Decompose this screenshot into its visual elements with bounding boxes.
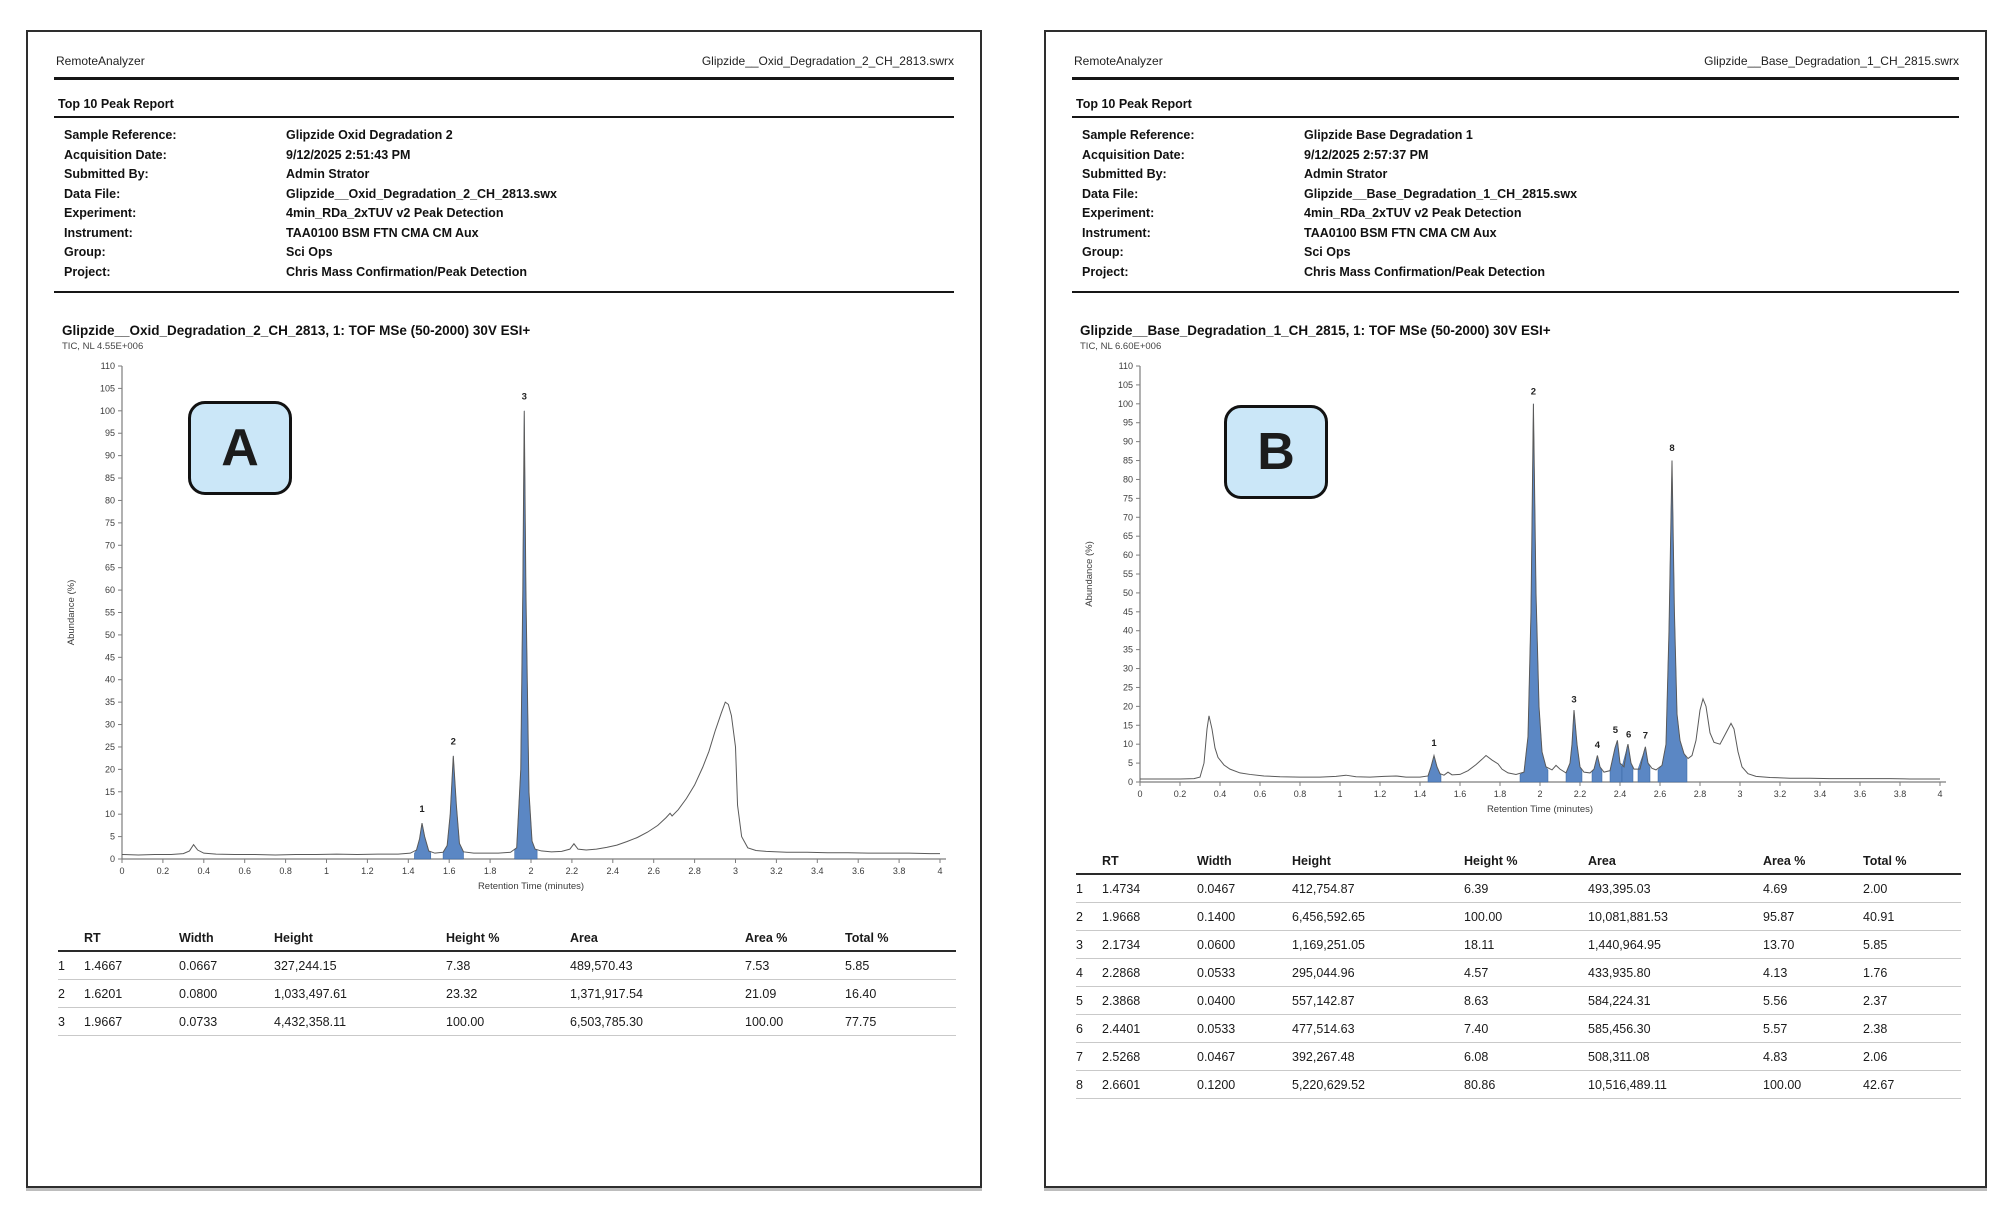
peak-table-cell: 10,081,881.53 — [1588, 903, 1763, 931]
peak-table-header: Height — [1292, 852, 1464, 874]
peak-table-header: Area % — [745, 929, 845, 951]
svg-text:50: 50 — [104, 629, 115, 640]
panel-label-badge: B — [1224, 405, 1328, 499]
peak-table-cell: 7.40 — [1464, 1015, 1588, 1043]
metadata-divider — [1072, 291, 1959, 293]
svg-text:0.6: 0.6 — [1253, 789, 1267, 799]
peak-table-cell: 42.67 — [1863, 1071, 1961, 1099]
peak-table-cell: 1,371,917.54 — [570, 980, 745, 1008]
meta-value: Glipzide Oxid Degradation 2 — [286, 128, 453, 142]
svg-text:2.2: 2.2 — [565, 866, 579, 876]
svg-text:25: 25 — [104, 741, 115, 752]
peak-table-cell: 7.38 — [446, 951, 570, 980]
peak-table-cell: 0.0800 — [179, 980, 274, 1008]
meta-label: Project: — [1082, 264, 1129, 279]
meta-value: 4min_RDa_2xTUV v2 Peak Detection — [286, 206, 504, 220]
svg-text:40: 40 — [1122, 625, 1133, 636]
peak-table-cell: 21.09 — [745, 980, 845, 1008]
peak-table-header: Area — [570, 929, 745, 951]
peak-row-number: 4 — [1076, 959, 1102, 987]
peak-table-cell: 0.0467 — [1197, 1043, 1292, 1071]
peak-table-cell: 5.57 — [1763, 1015, 1863, 1043]
peak-table-cell: 0.0533 — [1197, 959, 1292, 987]
meta-label: Group: — [64, 245, 106, 259]
svg-text:5: 5 — [109, 831, 115, 842]
svg-text:3.2: 3.2 — [1773, 789, 1787, 799]
meta-label: Project: — [64, 264, 111, 279]
meta-row — [64, 263, 954, 283]
header-divider — [1072, 77, 1959, 80]
peak-table-cell: 2.5268 — [1102, 1043, 1197, 1071]
peak-row-number: 3 — [1076, 931, 1102, 959]
meta-label: Acquisition Date: — [64, 147, 167, 162]
meta-row — [1082, 263, 1959, 283]
svg-text:2: 2 — [450, 736, 456, 748]
meta-value: Sci Ops — [286, 245, 333, 259]
meta-value: 4min_RDa_2xTUV v2 Peak Detection — [1304, 206, 1522, 220]
peak-table-cell: 6.08 — [1464, 1043, 1588, 1071]
svg-text:1: 1 — [419, 803, 425, 815]
peak-table-cell: 0.0533 — [1197, 1015, 1292, 1043]
svg-text:4: 4 — [937, 866, 943, 876]
peak-table-cell: 392,267.48 — [1292, 1043, 1464, 1071]
svg-text:3.4: 3.4 — [811, 866, 824, 876]
svg-text:1.6: 1.6 — [1453, 789, 1467, 799]
svg-text:Abundance (%): Abundance (%) — [66, 579, 77, 646]
peak-table-corner — [58, 929, 84, 951]
metadata-block — [64, 126, 954, 282]
svg-text:20: 20 — [1122, 701, 1133, 712]
meta-row — [1082, 204, 1959, 224]
chromatogram-title: Glipzide__Base_Degradation_1_CH_2815, 1: TOF MSe (50-2000) 30V ESI+ — [1080, 323, 1551, 338]
svg-text:3.4: 3.4 — [1813, 789, 1827, 799]
peak-table-cell: 1.6201 — [84, 980, 179, 1008]
meta-row — [64, 165, 954, 185]
peak-table-cell: 40.91 — [1863, 903, 1961, 931]
meta-row — [1082, 126, 1959, 146]
metadata-divider — [54, 291, 954, 293]
meta-label: Submitted By: — [64, 167, 149, 181]
meta-label: Experiment: — [1082, 206, 1155, 220]
peak-table-cell: 0.0667 — [179, 951, 274, 980]
chromatogram-subtitle: TIC, NL 6.60E+006 — [1080, 341, 1162, 352]
svg-text:3: 3 — [1571, 694, 1577, 706]
header-divider — [54, 77, 954, 80]
svg-text:90: 90 — [1122, 436, 1133, 447]
svg-text:1.4: 1.4 — [1413, 789, 1427, 799]
svg-text:90: 90 — [104, 450, 115, 461]
svg-text:1.8: 1.8 — [483, 866, 497, 876]
peak-table-cell: 0.1200 — [1197, 1071, 1292, 1099]
title-divider — [1072, 116, 1959, 118]
svg-text:1: 1 — [1431, 738, 1437, 750]
svg-text:30: 30 — [104, 719, 115, 730]
chromatogram-svg — [1076, 354, 1958, 822]
svg-text:110: 110 — [100, 361, 115, 371]
peak-table-cell: 2.3868 — [1102, 987, 1197, 1015]
meta-row — [64, 185, 954, 205]
peak-table-cell: 100.00 — [1763, 1071, 1863, 1099]
svg-text:55: 55 — [1122, 569, 1133, 579]
peak-table-cell: 100.00 — [446, 1008, 570, 1036]
meta-label: Data File: — [1082, 186, 1139, 201]
meta-value: Admin Strator — [286, 167, 370, 181]
peak-table-cell: 13.70 — [1763, 931, 1863, 959]
peak-table-header: Area — [1588, 852, 1763, 874]
peak-table-header: RT — [1102, 852, 1197, 874]
svg-text:25: 25 — [1122, 682, 1133, 693]
app-name: RemoteAnalyzer — [1074, 54, 1163, 68]
svg-text:20: 20 — [104, 764, 115, 775]
svg-text:70: 70 — [104, 540, 115, 551]
svg-text:60: 60 — [1122, 550, 1133, 561]
peak-table-cell: 1.9668 — [1102, 903, 1197, 931]
peak-table-cell: 5.85 — [1863, 931, 1961, 959]
meta-label: Group: — [1082, 245, 1124, 259]
svg-text:2.4: 2.4 — [1613, 789, 1627, 799]
svg-text:3: 3 — [521, 391, 527, 403]
svg-text:65: 65 — [1122, 531, 1133, 542]
peak-table-cell: 2.37 — [1863, 987, 1961, 1015]
svg-text:5: 5 — [1127, 758, 1133, 769]
svg-text:2: 2 — [1530, 386, 1537, 398]
peak-table-cell: 295,044.96 — [1292, 959, 1464, 987]
report-page-b — [1044, 30, 1987, 1188]
svg-text:8: 8 — [1669, 443, 1675, 455]
meta-label: Submitted By: — [1082, 167, 1167, 181]
peak-table-cell: 0.1400 — [1197, 903, 1292, 931]
svg-text:2: 2 — [528, 866, 534, 876]
meta-value: Sci Ops — [1304, 245, 1351, 259]
svg-text:30: 30 — [1122, 663, 1133, 674]
svg-text:50: 50 — [1122, 587, 1133, 598]
peak-table-cell: 1.4667 — [84, 951, 179, 980]
title-divider — [54, 116, 954, 118]
svg-text:Retention Time (minutes): Retention Time (minutes) — [1486, 804, 1594, 815]
peak-table-cell: 0.0400 — [1197, 987, 1292, 1015]
peak-table-row — [1076, 874, 1961, 903]
peak-table-cell: 100.00 — [745, 1008, 845, 1036]
meta-value: Glipzide__Base_Degradation_1_CH_2815.swx — [1304, 186, 1578, 201]
peak-table-cell: 18.11 — [1464, 931, 1588, 959]
meta-label: Instrument: — [64, 225, 133, 240]
svg-text:75: 75 — [1122, 493, 1133, 504]
svg-text:70: 70 — [1122, 512, 1133, 523]
meta-row — [1082, 224, 1959, 244]
peak-row-number: 3 — [58, 1008, 84, 1036]
peak-row-number: 2 — [58, 980, 84, 1008]
svg-text:3.6: 3.6 — [851, 866, 865, 876]
svg-text:65: 65 — [104, 562, 115, 573]
peak-table-cell: 1.76 — [1863, 959, 1961, 987]
peak-table-cell: 508,311.08 — [1588, 1043, 1763, 1071]
svg-text:100: 100 — [1117, 398, 1133, 409]
peak-table-cell: 5,220,629.52 — [1292, 1071, 1464, 1099]
peak-table-cell: 489,570.43 — [570, 951, 745, 980]
peak-table-cell: 95.87 — [1763, 903, 1863, 931]
svg-text:0: 0 — [119, 866, 125, 876]
svg-text:0: 0 — [1137, 789, 1143, 799]
svg-text:Retention Time (minutes): Retention Time (minutes) — [477, 881, 585, 892]
peak-row-number: 1 — [1076, 874, 1102, 903]
svg-text:2.2: 2.2 — [1573, 789, 1587, 799]
peak-table-cell: 8.63 — [1464, 987, 1588, 1015]
peak-table-cell: 2.1734 — [1102, 931, 1197, 959]
svg-text:1.2: 1.2 — [1373, 789, 1387, 799]
svg-text:0.2: 0.2 — [1173, 789, 1187, 799]
peak-table-cell: 0.0467 — [1197, 874, 1292, 903]
peak-table-cell: 477,514.63 — [1292, 1015, 1464, 1043]
svg-text:0.4: 0.4 — [1213, 789, 1227, 799]
svg-text:2.6: 2.6 — [1653, 789, 1667, 799]
svg-text:3.8: 3.8 — [892, 866, 906, 876]
peak-table-cell: 1,440,964.95 — [1588, 931, 1763, 959]
svg-text:85: 85 — [1122, 455, 1133, 466]
peak-table-cell: 0.0600 — [1197, 931, 1292, 959]
svg-text:3: 3 — [732, 866, 739, 876]
peak-table-cell: 4.69 — [1763, 874, 1863, 903]
svg-text:10: 10 — [104, 809, 115, 820]
svg-text:0.8: 0.8 — [279, 866, 292, 876]
svg-text:15: 15 — [104, 786, 115, 797]
meta-value: Chris Mass Confirmation/Peak Detection — [1304, 264, 1546, 279]
peak-table-cell: 4.57 — [1464, 959, 1588, 987]
page-header — [1074, 54, 1959, 68]
meta-row — [1082, 185, 1959, 205]
svg-text:0: 0 — [1127, 777, 1133, 787]
peak-table-cell: 7.53 — [745, 951, 845, 980]
peak-table-cell: 100.00 — [1464, 903, 1588, 931]
svg-text:105: 105 — [99, 383, 115, 394]
peak-table-header: Area % — [1763, 852, 1863, 874]
peak-table-row — [1076, 1015, 1961, 1043]
svg-text:0.6: 0.6 — [238, 866, 251, 876]
peak-table-cell: 80.86 — [1464, 1071, 1588, 1099]
peak-table-cell: 6.39 — [1464, 874, 1588, 903]
svg-text:105: 105 — [1117, 379, 1133, 390]
svg-text:2.8: 2.8 — [1693, 789, 1707, 799]
peak-table-row — [1076, 903, 1961, 931]
report-page-a — [26, 30, 982, 1188]
peak-table-cell: 4,432,358.11 — [274, 1008, 446, 1036]
meta-value: Glipzide__Oxid_Degradation_2_CH_2813.swx — [286, 186, 557, 201]
peak-table-row — [58, 980, 956, 1008]
svg-text:4: 4 — [1594, 739, 1601, 751]
peak-table-cell: 493,395.03 — [1588, 874, 1763, 903]
meta-value: 9/12/2025 2:51:43 PM — [286, 147, 411, 162]
meta-value: Admin Strator — [1304, 167, 1388, 181]
peak-table-cell: 2.2868 — [1102, 959, 1197, 987]
peak-table-cell: 2.00 — [1863, 874, 1961, 903]
meta-value: Glipzide Base Degradation 1 — [1304, 128, 1473, 142]
meta-row — [64, 146, 954, 166]
peak-table-header: Total % — [845, 929, 956, 951]
svg-text:1: 1 — [1337, 789, 1343, 799]
svg-text:75: 75 — [104, 517, 115, 528]
svg-text:110: 110 — [1118, 361, 1133, 371]
peak-table-row — [1076, 1071, 1961, 1099]
peak-table-row — [1076, 931, 1961, 959]
peak-table-header: Height % — [446, 929, 570, 951]
svg-text:100: 100 — [99, 405, 115, 416]
meta-row — [1082, 243, 1959, 263]
peak-table-row — [1076, 987, 1961, 1015]
svg-text:2.6: 2.6 — [647, 866, 660, 876]
peak-table-row — [58, 1008, 956, 1036]
svg-text:60: 60 — [104, 585, 115, 596]
peak-table — [1076, 852, 1961, 1099]
metadata-block — [1082, 126, 1959, 282]
peak-row-number: 1 — [58, 951, 84, 980]
peak-table-corner — [1076, 852, 1102, 874]
peak-table-cell: 585,456.30 — [1588, 1015, 1763, 1043]
svg-text:95: 95 — [104, 428, 115, 439]
svg-text:2.8: 2.8 — [688, 866, 701, 876]
peak-table-header: Total % — [1863, 852, 1961, 874]
svg-text:4: 4 — [1937, 789, 1943, 799]
svg-text:3.2: 3.2 — [770, 866, 783, 876]
page-header — [56, 54, 954, 68]
peak-table-header: Width — [179, 929, 274, 951]
peak-table-row — [1076, 959, 1961, 987]
svg-text:80: 80 — [104, 495, 115, 506]
peak-table-cell: 6,456,592.65 — [1292, 903, 1464, 931]
svg-text:55: 55 — [104, 607, 115, 618]
svg-text:6: 6 — [1625, 729, 1632, 741]
peak-row-number: 6 — [1076, 1015, 1102, 1043]
report-file-name: Glipzide__Base_Degradation_1_CH_2815.swrx — [1704, 54, 1959, 68]
svg-text:1.4: 1.4 — [402, 866, 415, 876]
peak-table-row — [58, 951, 956, 980]
peak-row-number: 2 — [1076, 903, 1102, 931]
meta-row — [64, 126, 954, 146]
peak-table-cell: 23.32 — [446, 980, 570, 1008]
svg-text:15: 15 — [1122, 720, 1133, 731]
svg-text:10: 10 — [1122, 739, 1133, 750]
peak-table-header: RT — [84, 929, 179, 951]
peak-table-cell: 4.83 — [1763, 1043, 1863, 1071]
chromatogram-block — [58, 323, 980, 899]
meta-row — [64, 243, 954, 263]
peak-table-cell: 433,935.80 — [1588, 959, 1763, 987]
peak-row-number: 8 — [1076, 1071, 1102, 1099]
meta-row — [1082, 146, 1959, 166]
report-file-name: Glipzide__Oxid_Degradation_2_CH_2813.swrx — [701, 54, 954, 68]
peak-table-cell: 1.9667 — [84, 1008, 179, 1036]
svg-text:85: 85 — [104, 473, 115, 484]
svg-text:0.4: 0.4 — [197, 866, 211, 876]
svg-text:0: 0 — [109, 854, 115, 864]
svg-text:80: 80 — [1122, 474, 1133, 485]
meta-label: Experiment: — [64, 206, 137, 220]
peak-table-cell: 2.6601 — [1102, 1071, 1197, 1099]
svg-text:0.8: 0.8 — [1293, 789, 1307, 799]
peak-table-cell: 1.4734 — [1102, 874, 1197, 903]
peak-row-number: 7 — [1076, 1043, 1102, 1071]
meta-row — [64, 224, 954, 244]
svg-text:1.8: 1.8 — [1493, 789, 1507, 799]
meta-value: 9/12/2025 2:57:37 PM — [1304, 147, 1429, 162]
svg-text:Abundance (%): Abundance (%) — [1084, 541, 1095, 607]
svg-text:40: 40 — [104, 674, 115, 685]
peak-table-header: Width — [1197, 852, 1292, 874]
chromatogram-title: Glipzide__Oxid_Degradation_2_CH_2813, 1: TOF MSe (50-2000) 30V ESI+ — [62, 323, 531, 338]
chromatogram-subtitle: TIC, NL 4.55E+006 — [62, 341, 144, 352]
svg-text:2.4: 2.4 — [606, 866, 620, 876]
meta-value: TAA0100 BSM FTN CMA CM Aux — [286, 225, 479, 240]
svg-text:95: 95 — [1122, 417, 1133, 428]
peak-table-cell: 77.75 — [845, 1008, 956, 1036]
peak-table-cell: 2.06 — [1863, 1043, 1961, 1071]
svg-text:2: 2 — [1537, 789, 1543, 799]
peak-table-cell: 2.38 — [1863, 1015, 1961, 1043]
svg-text:1.6: 1.6 — [442, 866, 456, 876]
peak-table-cell: 6,503,785.30 — [570, 1008, 745, 1036]
peak-table — [58, 929, 956, 1036]
meta-value: Chris Mass Confirmation/Peak Detection — [286, 264, 528, 279]
meta-value: TAA0100 BSM FTN CMA CM Aux — [1304, 225, 1497, 240]
peak-table-header: Height % — [1464, 852, 1588, 874]
app-name: RemoteAnalyzer — [56, 54, 145, 68]
meta-label: Acquisition Date: — [1082, 147, 1185, 162]
svg-text:45: 45 — [1122, 606, 1133, 617]
report-title: Top 10 Peak Report — [1076, 97, 1192, 111]
peak-table-cell: 412,754.87 — [1292, 874, 1464, 903]
svg-text:0.2: 0.2 — [156, 866, 170, 876]
report-title: Top 10 Peak Report — [58, 97, 174, 111]
peak-table-cell: 5.56 — [1763, 987, 1863, 1015]
meta-label: Data File: — [64, 186, 121, 201]
peak-table-cell: 584,224.31 — [1588, 987, 1763, 1015]
panel-label-badge: A — [188, 401, 292, 495]
svg-text:1: 1 — [323, 866, 330, 876]
svg-text:5: 5 — [1612, 724, 1619, 736]
meta-label: Instrument: — [1082, 225, 1151, 240]
peak-table-cell: 5.85 — [845, 951, 956, 980]
meta-row — [64, 204, 954, 224]
peak-table-cell: 16.40 — [845, 980, 956, 1008]
peak-table-cell: 10,516,489.11 — [1588, 1071, 1763, 1099]
peak-table-cell: 1,169,251.05 — [1292, 931, 1464, 959]
peak-table-header: Height — [274, 929, 446, 951]
svg-text:7: 7 — [1642, 730, 1649, 742]
peak-table-cell: 327,244.15 — [274, 951, 446, 980]
peak-table-cell: 2.4401 — [1102, 1015, 1197, 1043]
svg-text:35: 35 — [104, 697, 115, 708]
svg-text:35: 35 — [1122, 644, 1133, 655]
peak-table-cell: 557,142.87 — [1292, 987, 1464, 1015]
svg-text:3.8: 3.8 — [1893, 789, 1907, 799]
peak-table-cell: 4.13 — [1763, 959, 1863, 987]
peak-table-cell: 1,033,497.61 — [274, 980, 446, 1008]
svg-text:1.2: 1.2 — [361, 866, 374, 876]
svg-text:45: 45 — [104, 652, 115, 663]
peak-table-row — [1076, 1043, 1961, 1071]
peak-table-cell: 0.0733 — [179, 1008, 274, 1036]
chromatogram-block — [1076, 323, 1985, 822]
peak-row-number: 5 — [1076, 987, 1102, 1015]
svg-text:3: 3 — [1737, 789, 1743, 799]
meta-label: Sample Reference: — [64, 128, 177, 142]
meta-row — [1082, 165, 1959, 185]
svg-text:3.6: 3.6 — [1853, 789, 1867, 799]
meta-label: Sample Reference: — [1082, 128, 1195, 142]
